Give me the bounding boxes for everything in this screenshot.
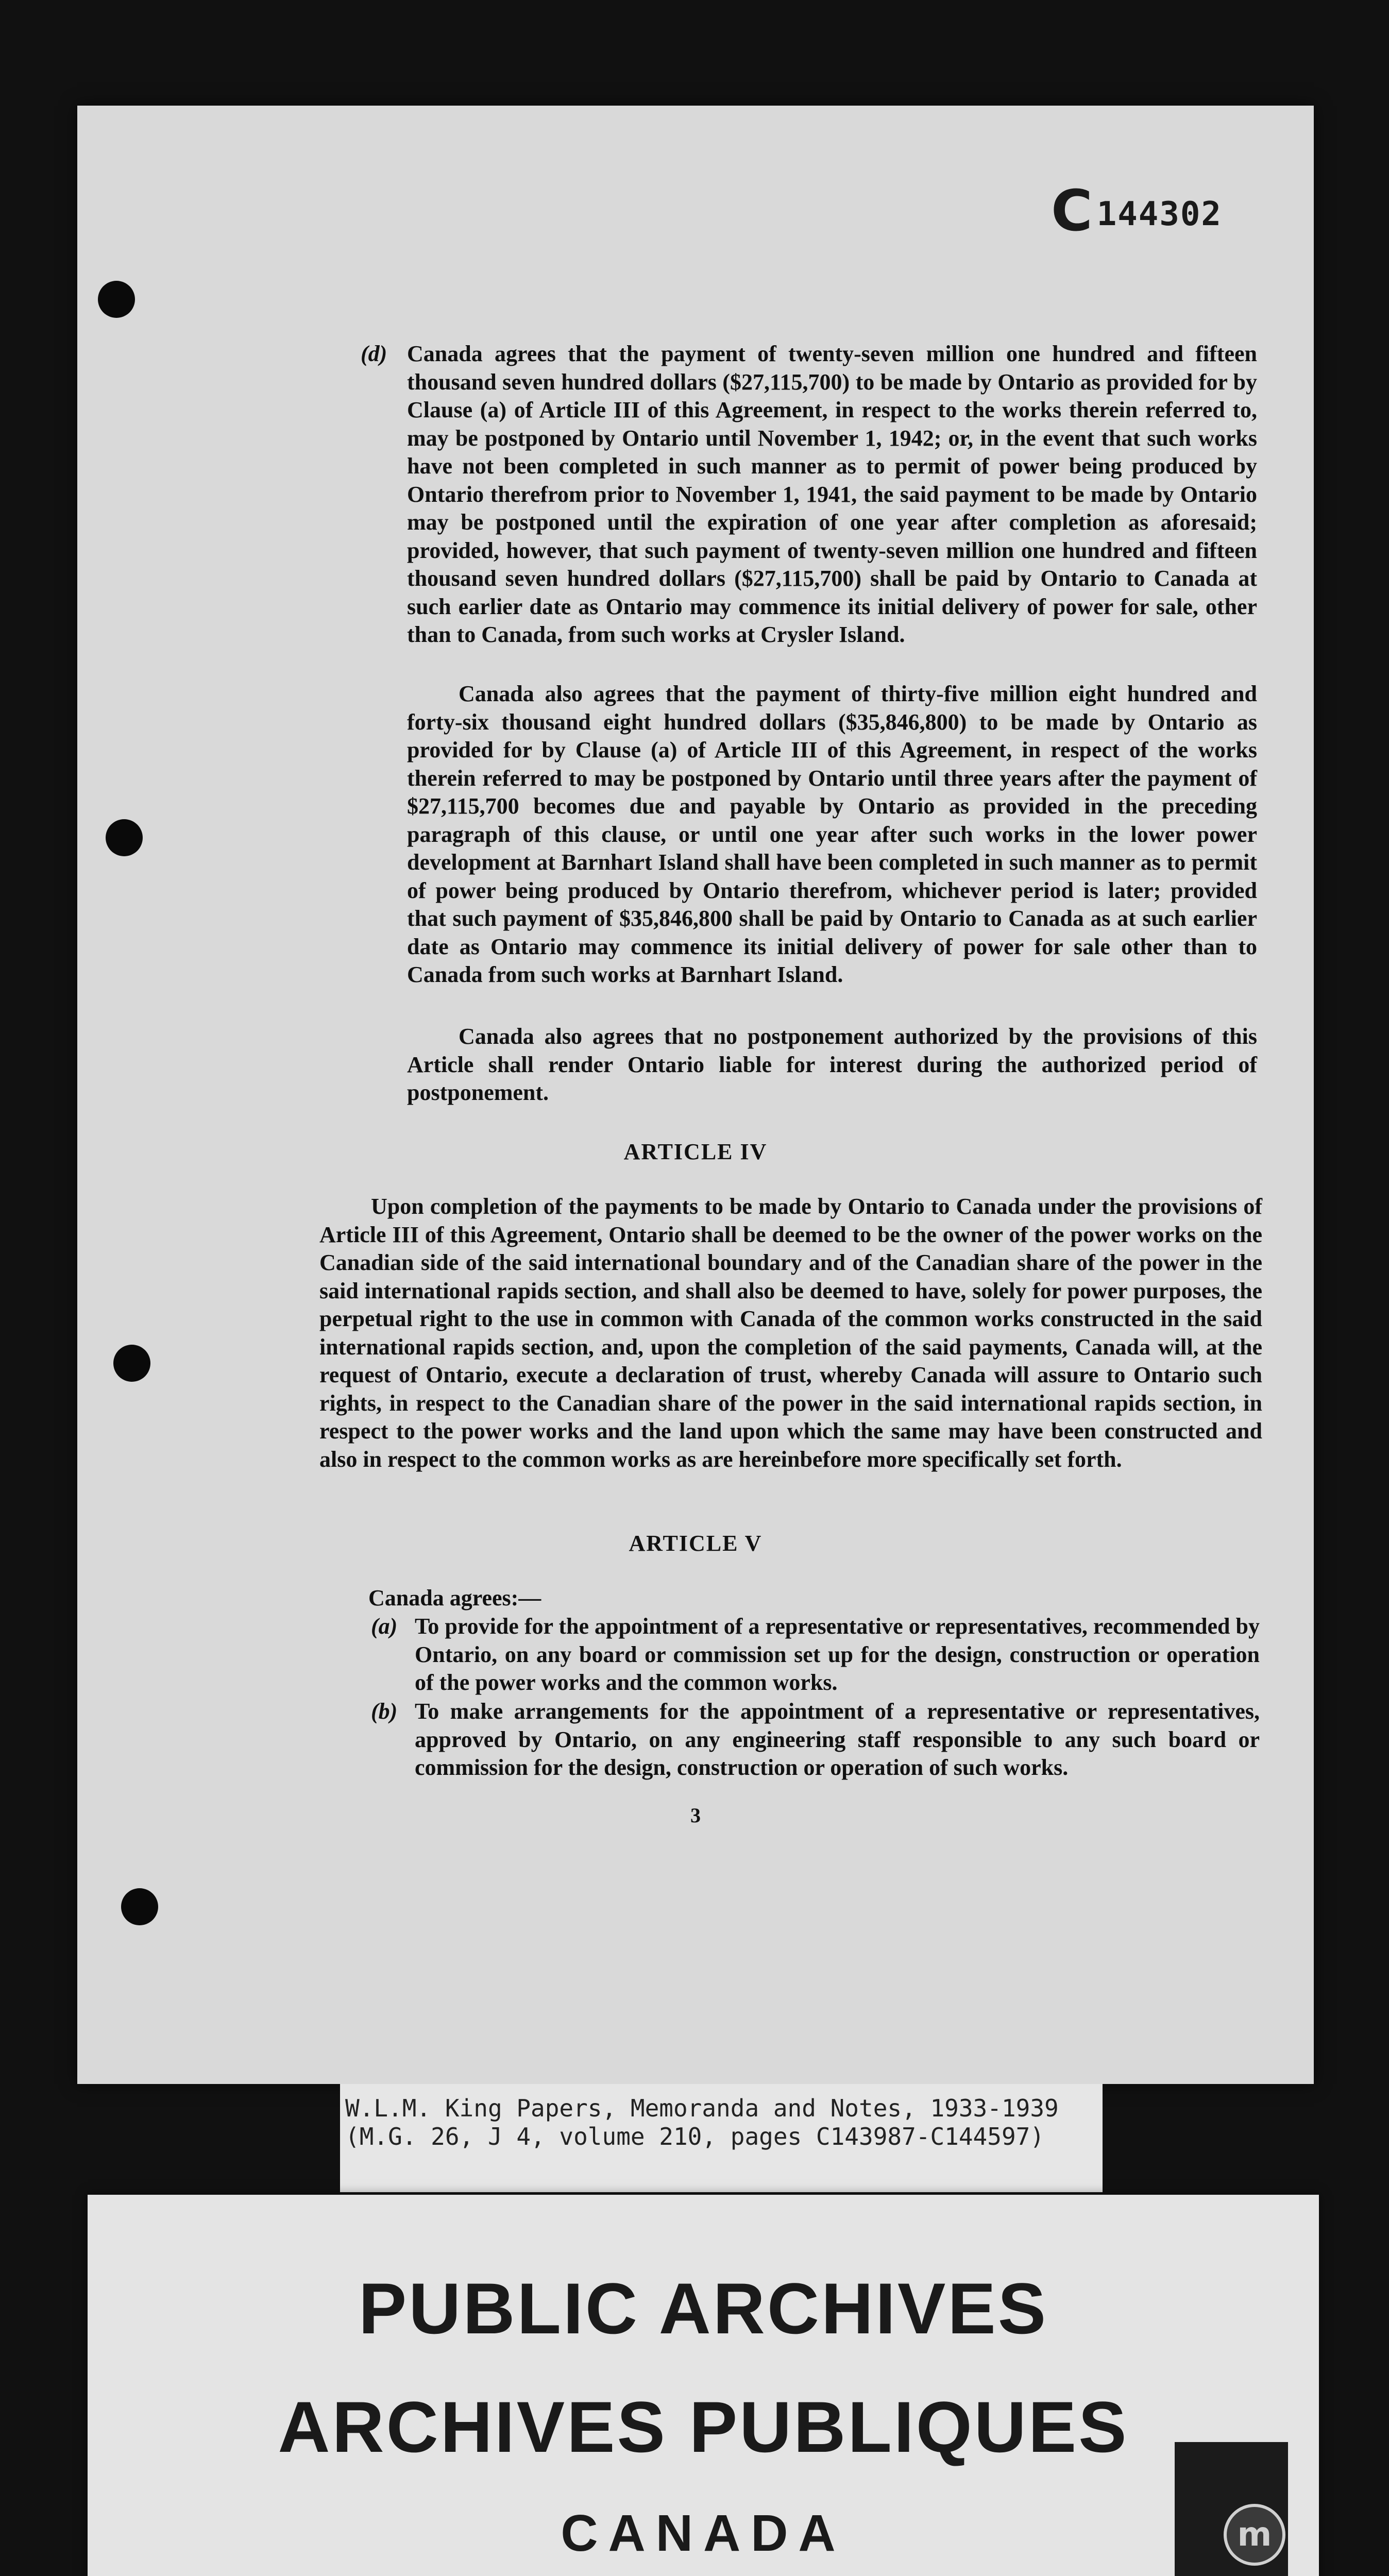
reference-stamp: C144302 [1051,178,1222,244]
card-line-canada: CANADA [561,2504,846,2562]
archives-emblem-icon: m [1224,2504,1285,2566]
article-v-heading: ARTICLE V [629,1531,763,1556]
card-line-public-archives: PUBLIC ARCHIVES [358,2268,1048,2349]
article-iv-heading: ARTICLE IV [623,1139,768,1164]
archive-caption-label [340,2084,1103,2192]
public-archives-card [88,2195,1319,2576]
paragraph-d: Canada agrees that the payment of twenty-seven million one hundred and fifteen thousand seven hundred dollars ($27,115,700) to be made by Ontario as provided for by Clause (a) of Article III of this Agreement, in respect to the works therein referred to, may be postponed by Ontario until November 1, 1942; or, in the event that such works have not been completed in such manner as to permit of power being produced by Ontario therefrom prior to November 1, 1941, the said payment to be made by Ontario may be postponed until the expiration of one year after completion as aforesaid; provided, however, that such payment of twenty-seven million one hundred and fifteen thousand seven hundred dollars ($27,115,700) shall be paid by Ontario to Canada at such earlier date as Ontario may commence its initial delivery of power for sale, other than to Canada, from such works at Crysler Island. [407,341,1257,647]
caption-line-2: (M.G. 26, J 4, volume 210, pages C143987-C144597) [345,2123,1045,2150]
document-page [77,106,1314,2084]
binder-hole [98,281,135,318]
caption-line-1: W.L.M. King Papers, Memoranda and Notes, 1933-1939 [345,2094,1059,2122]
article-v-item-b: To make arrangements for the appointment of a representative or representatives, approved by Ontario, on any engineering staff responsible to any such board or commission for the design, construction or operation of such works. [415,1699,1260,1780]
article-v-item-a: To provide for the appointment of a representative or representatives, recommended by Ontario, on any board or commission set up for the design, construction or operation of the power works and the common works. [415,1614,1260,1695]
paragraph-d-marker: (d) [361,341,387,366]
article-v-item-a-marker: (a) [371,1614,398,1639]
article-v-item-b-marker: (b) [371,1699,398,1724]
binder-hole [113,1345,150,1382]
page-number: 3 [690,1804,701,1827]
article-v-intro: Canada agrees:— [368,1585,541,1611]
paragraph-interest: Canada also agrees that no postponement authorized by the provisions of this Article shall render Ontario liable for interest during the authorized period of postponement. [407,1024,1257,1105]
binder-hole [106,819,143,856]
paragraph-postponement-barnhart: Canada also agrees that the payment of thirty-five million eight hundred and forty-six thousand eight hundred dollars ($35,846,800) to be made by Ontario as provided for by Clause (a) of Article III of this Agreement, in respect of the works therein referred to may be postponed by Ontario until three years after the payment of $27,115,700 becomes due and payable by Ontario as provided in the preceding paragraph of this clause, or until one year after such works in the lower power development at Barnhart Island shall have been completed in such manner as to permit of power being produced by Ontario therefrom, whichever period is later; provided that such payment of $35,846,800 shall be paid by Ontario to Canada as at such earlier date as Ontario may commence its initial delivery of power for sale other than to Canada from such works at Barnhart Island. [407,681,1257,987]
card-line-archives-publiques: ARCHIVES PUBLIQUES [278,2386,1129,2467]
binder-hole [121,1888,158,1925]
reference-number: 144302 [1096,195,1222,233]
article-iv-text: Upon completion of the payments to be made by Ontario to Canada under the provisions of Article III of this Agreement, Ontario shall be deemed to be the owner of the power works on the Canadian side of the said international boundary and of the Canadian share of the power in the said international rapids section, and shall also be deemed to have, solely for power purposes, the perpetual right to the use in common with Canada of the common works constructed in the said international rapids section, and, upon the completion of the said payments, Canada will, at the request of Ontario, execute a declaration of trust, whereby Canada will assure to Ontario such rights, in respect to the Canadian share of the power in the said international rapids section, in respect to the power works and the land upon which the same may have been constructed and also in respect to the common works as are hereinbefore more specifically set forth. [319,1194,1262,1472]
